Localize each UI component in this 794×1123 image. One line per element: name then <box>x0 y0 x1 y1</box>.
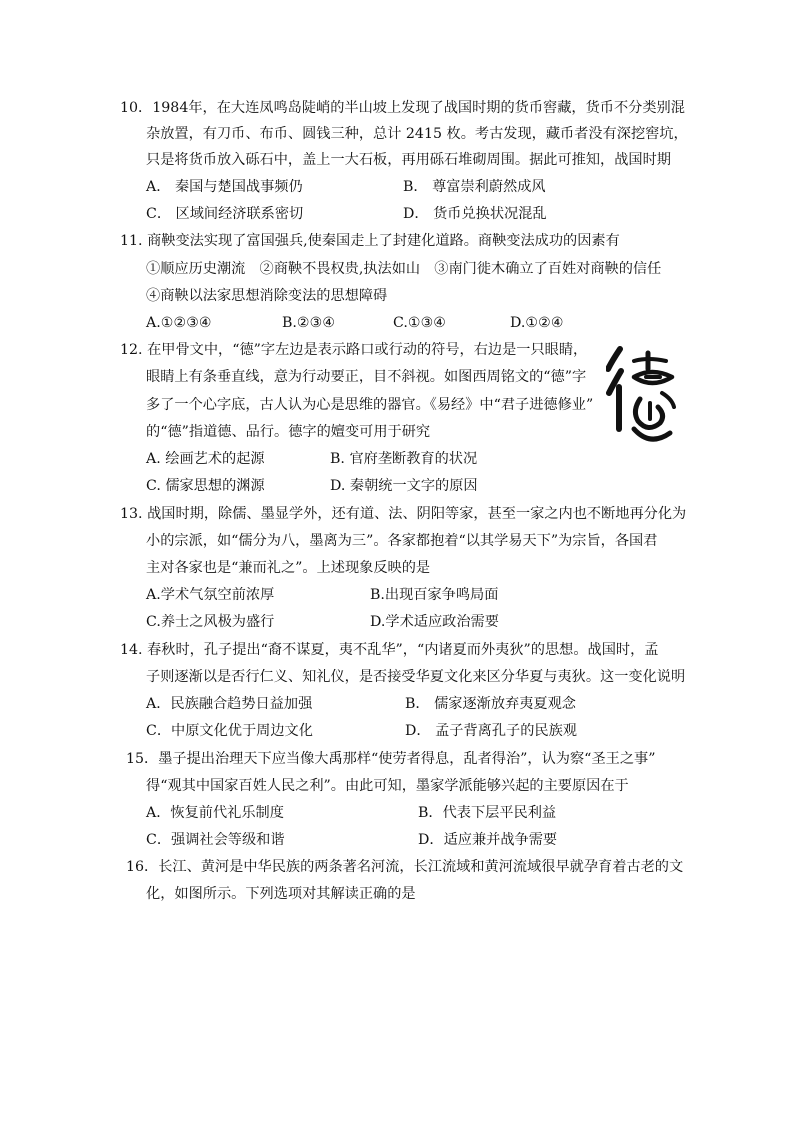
question-13-line-2: 小的宗派，如“儒分为八，墨离为三”。各家都抱着“以其学易天下”为宗旨，各国君 <box>146 533 658 549</box>
bronze-inscription-de-character-image <box>606 343 680 451</box>
question-12-line-1: 12. 在甲骨文中，“德”字左边是表示路口或行动的符号，右边是一只眼睛， <box>120 342 588 358</box>
question-16-line-1: 16．长江、黄河是中华民族的两条著名河流，长江流域和黄河流域很早就孕育着古老的文 <box>126 859 684 875</box>
question-10-line-3: 只是将货币放入砾石中，盖上一大石板，再用砾石堆砌周围。据此可推知，战国时期 <box>146 152 671 168</box>
question-12-line-4: 的“德”指道德、品行。德字的嬗变可用于研究 <box>146 424 431 440</box>
question-13-option-c: C.养士之风极为盛行 <box>146 614 275 630</box>
question-16-line-2: 化，如图所示。下列选项对其解读正确的是 <box>146 886 416 902</box>
question-11-option-b: B.②③④ <box>282 315 336 331</box>
question-12-option-a: A. 绘画艺术的起源 <box>146 451 265 467</box>
question-11-option-d: D.①②④ <box>510 315 564 331</box>
question-14-line-1: 14. 春秋时，孔子提出“裔不谋夏，夷不乱华”，“内诸夏而外夷狄”的思想。战国时，孟 <box>120 642 659 658</box>
question-10-option-b: B． 尊富崇利蔚然成风 <box>403 179 546 195</box>
question-13-option-a: A.学术气氛空前浓厚 <box>146 587 275 603</box>
question-12-line-3: 多了一个心字底，古人认为心是思维的器官。《易经》中“君子进德修业” <box>146 397 594 413</box>
question-11-line-3: ④商鞅以法家思想消除变法的思想障碍 <box>146 288 388 304</box>
question-15-line-2: 得“观其中国家百姓人民之利”。由此可知，墨家学派能够兴起的主要原因在于 <box>146 778 629 794</box>
question-15-option-c: C．强调社会等级和谐 <box>146 832 285 848</box>
question-10-option-a: A． 秦国与楚国战事频仍 <box>146 179 303 195</box>
question-14-option-d: D． 孟子背离孔子的民族观 <box>405 723 577 739</box>
question-13-line-1: 13. 战国时期，除儒、墨显学外，还有道、法、阴阳等家，甚至一家之内也不断地再分化为 <box>120 506 687 522</box>
question-10-line-2: 杂放置，有刀币、布币、圆钱三种，总计 2415 枚。考古发现，藏币者没有深挖窖坑， <box>146 126 688 142</box>
question-14-option-b: B． 儒家逐渐放弃夷夏观念 <box>405 696 576 712</box>
question-13-line-3: 主对各家也是“兼而礼之”。上述现象反映的是 <box>146 560 431 576</box>
question-11-option-a: A.①②③④ <box>146 315 212 331</box>
question-15-option-a: A．恢复前代礼乐制度 <box>146 805 284 821</box>
question-10-option-d: D． 货币兑换状况混乱 <box>403 206 547 222</box>
question-11-option-c: C.①③④ <box>393 315 447 331</box>
question-15-option-d: D．适应兼并战争需要 <box>418 832 558 848</box>
question-12-option-b: B. 官府垄断教育的状况 <box>330 451 478 467</box>
question-13-option-b: B.出现百家争鸣局面 <box>370 587 499 603</box>
question-10-option-c: C． 区域间经济联系密切 <box>146 206 304 222</box>
question-15-option-b: B．代表下层平民利益 <box>418 805 557 821</box>
question-15-line-1: 15．墨子提出治理天下应当像大禹那样“使劳者得息，乱者得治”，认为察“圣王之事” <box>126 751 656 767</box>
question-14-option-a: A．民族融合趋势日益加强 <box>146 696 313 712</box>
question-11-line-1: 11. 商鞅变法实现了富国强兵,使秦国走上了封建化道路。商鞅变法成功的因素有 <box>120 233 620 249</box>
question-14-option-c: C．中原文化优于周边文化 <box>146 723 313 739</box>
question-12-line-2: 眼睛上有条垂直线，意为行动要正，目不斜视。如图西周铭文的“德”字 <box>146 369 587 385</box>
question-12-option-c: C. 儒家思想的渊源 <box>146 478 265 494</box>
question-10-line-1: 10．1984年，在大连凤鸣岛陡峭的半山坡上发现了战国时期的货币窖藏，货币不分类别混 <box>120 100 685 116</box>
question-11-line-2: ①顺应历史潮流 ②商鞅不畏权贵,执法如山 ③南门徙木确立了百姓对商鞅的信任 <box>146 261 662 277</box>
question-14-line-2: 子则逐渐以是否行仁义、知礼仪，是否接受华夏文化来区分华夏与夷狄。这一变化说明 <box>146 669 686 685</box>
question-13-option-d: D.学术适应政治需要 <box>370 614 499 630</box>
question-12-option-d: D. 秦朝统一文字的原因 <box>330 478 478 494</box>
